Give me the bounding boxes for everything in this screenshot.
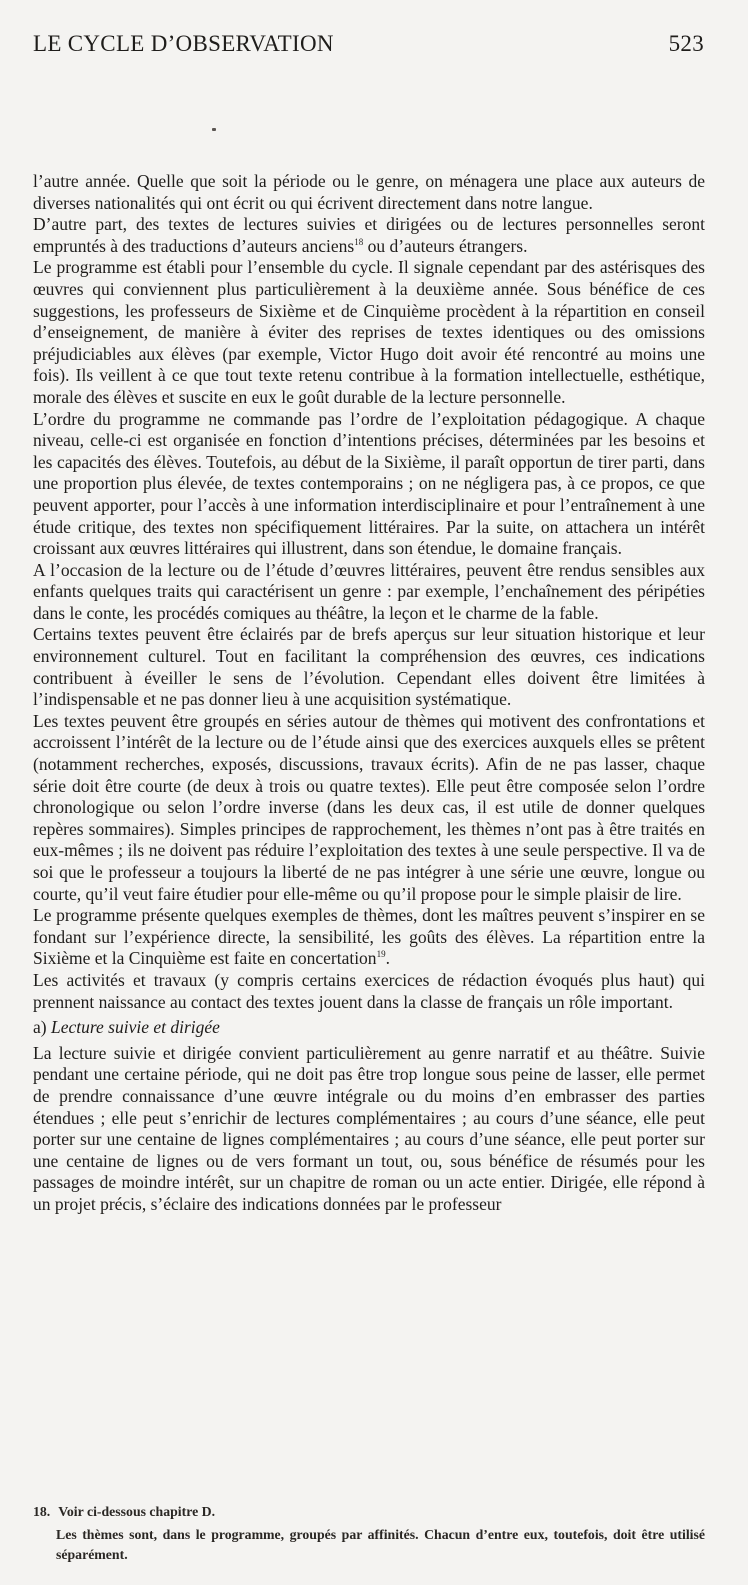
paragraph-8-text: Le programme présente quelques exemples de thèmes, dont les maîtres peuvent s’inspirer en se fondant sur l’expérience directe, la sensibilité, les goûts des élèves. La répartition entre la Sixième et la Cinquième est faite en concertation — [33, 905, 705, 969]
footnote-19-text: Les thèmes sont, dans le programme, groupés par affinités. Chacun d’entre eux, toutefois, doit être utilisé séparément. — [56, 1527, 705, 1562]
footnote-number: 18. — [33, 1504, 51, 1519]
paragraph-6: Certains textes peuvent être éclairés par de brefs aperçus sur leur situation historique et leur environnement culturel. Tout en facilitant la compréhension des œuvres, ces indications contribuent à éveiller le sens de l’évolution. Cependant elles doivent être limitées à l’indispensable et ne pas donner lieu à une acquisition systématique. — [33, 624, 705, 710]
paragraph-5: A l’occasion de la lecture ou de l’étude d’œuvres littéraires, peuvent être rendus sensibles aux enfants quelques traits qui caractérisent un genre : par exemple, l’enchaînement des péripéties dans le conte, les procédés comiques au théâtre, la leçon et le charme de la fable. — [33, 559, 705, 623]
paragraph-3: Le programme est établi pour l’ensemble du cycle. Il signale cependant par des astérisques des œuvres qui conviennent plus particulièrement à la deuxième année. Sous bénéfice de ces suggestions, les professeurs de Sixième et de Cinquième procèdent à la répartition en conseil d’enseignement, de manière à éviter des reprises de textes identiques ou des omissions préjudiciables aux élèves (par exemple, Victor Hugo doit avoir été rencontré au moins une fois). Ils veillent à ce que tout texte retenu contribue à la formation intellectuelle, esthétique, morale des élèves et suscite en eux le goût durable de la lecture personnelle. — [33, 257, 705, 407]
paragraph-8: Le programme présente quelques exemples de thèmes, dont les maîtres peuvent s’inspirer en se fondant sur l’expérience directe, la sensibilité, les goûts des élèves. La répartition entre la Sixième et la Cinquième est faite en concertation$^{19}$. — [33, 905, 705, 969]
footnote-ref-18: 18 — [354, 236, 364, 247]
paragraph-2 — [33, 214, 705, 257]
body-text — [33, 171, 705, 1216]
paragraph-2-text: D’autre part, des textes de lectures suivies et dirigées ou de lectures personnelles seront empruntés à des traductions d’auteurs anciens — [33, 214, 705, 256]
section-heading — [33, 1017, 705, 1039]
section-marker: a) — [33, 1017, 47, 1038]
footnote-ref-19: 19 — [376, 949, 386, 960]
footnote-18-text: Voir ci-dessous chapitre D. — [58, 1504, 216, 1519]
paragraph-9: Les activités et travaux (y compris certains exercices de rédaction évoqués plus haut) qui prennent naissance au contact des textes jouent dans la classe de français un rôle important. — [33, 969, 705, 1012]
footnotes — [33, 1502, 705, 1565]
section-title: Lecture suivie et dirigée — [50, 1017, 220, 1038]
paragraph-7: Les textes peuvent être groupés en séries autour de thèmes qui motivent des confrontations et accroissent l’intérêt de la lecture ou de l’étude ainsi que des exercices auxquels elles se prêtent (notamment recherches, exposés, discussions, travaux écrits). Afin de ne pas lasser, chaque série doit être courte (de deux à trois ou quatre textes). Elle peut être composée selon l’ordre chronologique ou selon l’ordre inverse (dans les deux cas, il est utile de donner quelques repères sommaires). Simples principes de rapprochement, les thèmes n’ont pas à être traités en eux-mêmes ; ils ne doivent pas réduire l’exploitation des textes à une seule perspective. Il va de soi que le professeur a toujours la liberté de ne pas intégrer à une série une œuvre, longue ou courte, qu’il veut faire étudier pour elle-même ou qu’il propose pour le simple plaisir de lire. — [33, 710, 705, 904]
paragraph-1: l’autre année. Quelle que soit la période ou le genre, on ménagera une place aux auteurs de diverses nationalités qui ont écrit ou qui écrivent directement dans notre langue. — [33, 171, 705, 213]
section-paragraph: La lecture suivie et dirigée convient particulièrement au genre narratif et au théâtre. Suivie pendant une certaine période, qui ne doit pas être trop longue sous peine de lasser, elle permet de prendre connaissance d’une œuvre intégrale ou du moins d’en embrasser des parties étendues ; elle peut s’enrichir de lectures complémentaires ; au cours d’une séance, elle peut porter sur une centaine de lignes complémentaires ; au cours d’une séance, elle peut porter sur une centaine de lignes ou de vers formant un tout, ou, sous bénéfice de résumés pour les passages de moindre intérêt, sur un chapitre de roman ou un acte entier. Dirigée, elle répond à un projet précis, s’éclaire des indications données par le professeur — [33, 1042, 705, 1214]
running-header — [33, 31, 704, 65]
footnote-18 — [33, 1502, 705, 1522]
paragraph-2-tail: ou d’auteurs étrangers. — [367, 235, 528, 256]
paragraph-4: L’ordre du programme ne commande pas l’ordre de l’exploitation pédagogique. A chaque niveau, celle-ci est organisée en fonction d’intentions précises, déterminées par les besoins et les capacités des élèves. Toutefois, au début de la Sixième, il paraît opportun de tirer parti, dans une proportion plus élevée, de textes contemporains ; on ne négligera pas, à ce propos, ce que peuvent apporter, pour l’accès à une information interdisciplinaire et pour l’entraînement à une étude critique, des textes non spécifiquement littéraires. Par la suite, on attachera un intérêt croissant aux œuvres littéraires qui illustrent, dans son étendue, le domaine français. — [33, 408, 705, 559]
scan-speck — [212, 128, 216, 131]
page-number: 523 — [668, 31, 704, 56]
running-title: LE CYCLE D’OBSERVATION — [33, 31, 334, 56]
